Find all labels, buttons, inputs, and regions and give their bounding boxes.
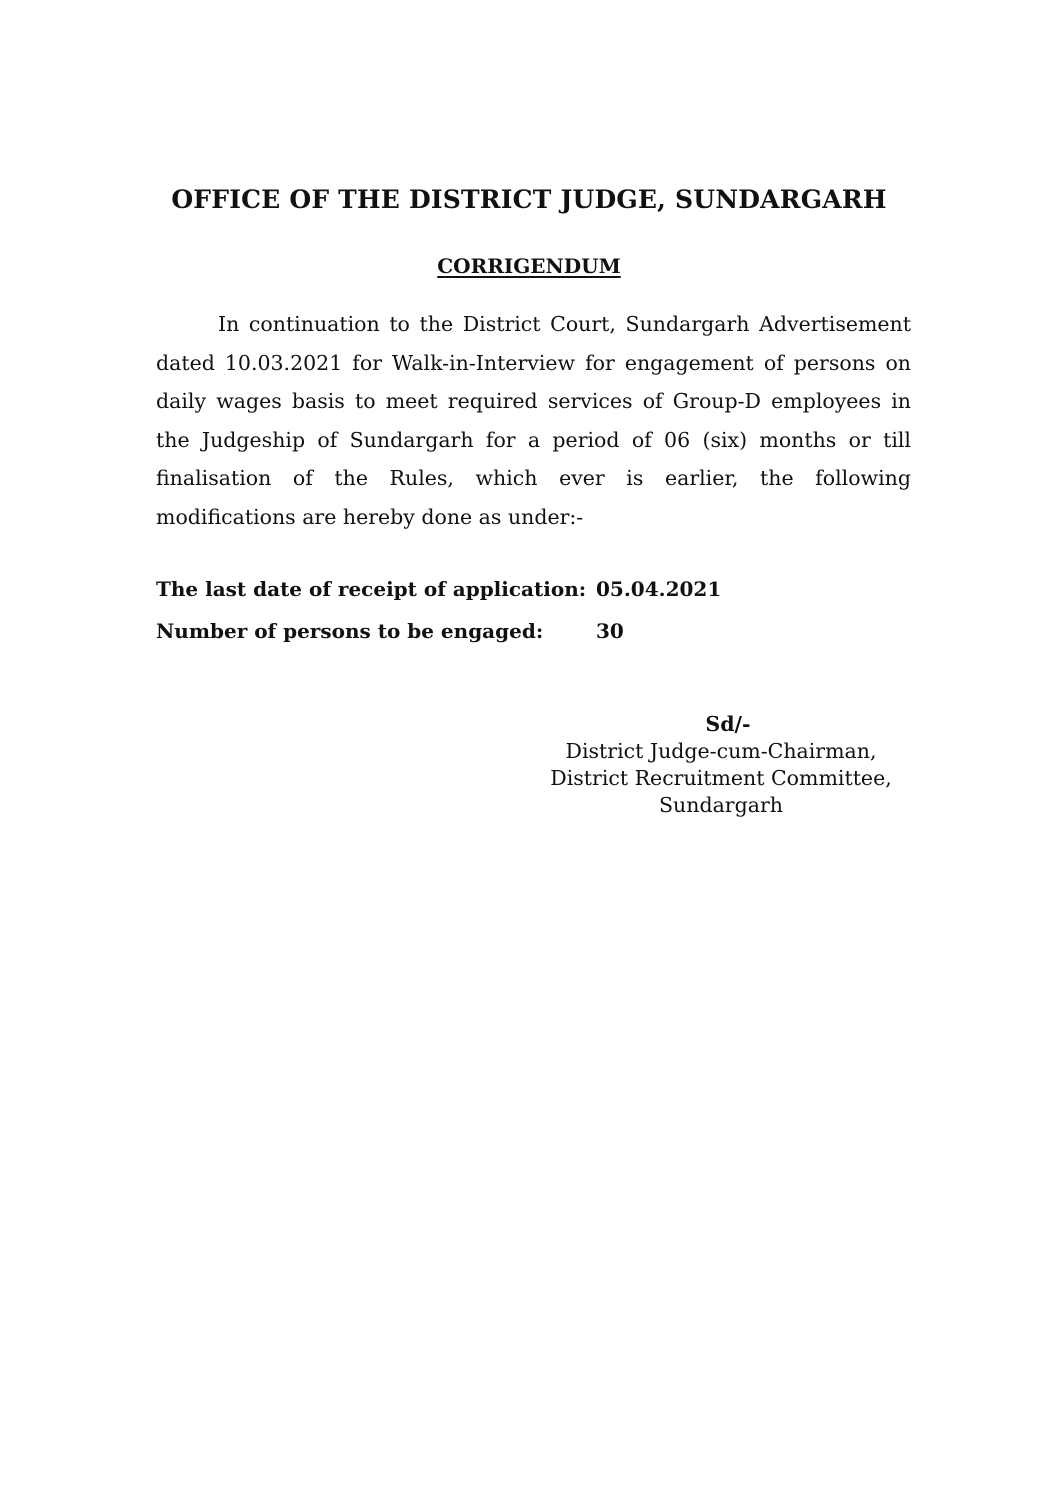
modification-value-last-date: 05.04.2021 xyxy=(596,577,722,601)
signature-committee: District Recruitment Committee, xyxy=(550,766,892,790)
signature-mark: Sd/- xyxy=(705,712,751,736)
modification-value-persons: 30 xyxy=(596,619,624,643)
document-heading xyxy=(0,254,1058,278)
modification-label-persons: Number of persons to be engaged: xyxy=(156,619,544,643)
modification-row xyxy=(156,619,624,643)
signature-place: Sundargarh xyxy=(659,793,783,817)
signature-designation: District Judge-cum-Chairman, xyxy=(565,739,877,763)
modification-row xyxy=(156,577,721,601)
modification-label-last-date: The last date of receipt of application: xyxy=(156,577,587,601)
signature-block xyxy=(540,711,902,819)
office-title: OFFICE OF THE DISTRICT JUDGE, SUNDARGARH xyxy=(171,185,887,214)
body-paragraph: In continuation to the District Court, Sundargarh Advertisement dated 10.03.2021 for Walk-in-Interview for engagement of persons on daily wages basis to meet required services of Group-D employees in the Judgeship of Sundargarh for a period of 06 (six) months or till finalisation of the Rules, which ever is earlier, the following modifications are hereby done as under:- xyxy=(156,312,911,529)
corrigendum-heading-text: CORRIGENDUM xyxy=(437,254,621,278)
